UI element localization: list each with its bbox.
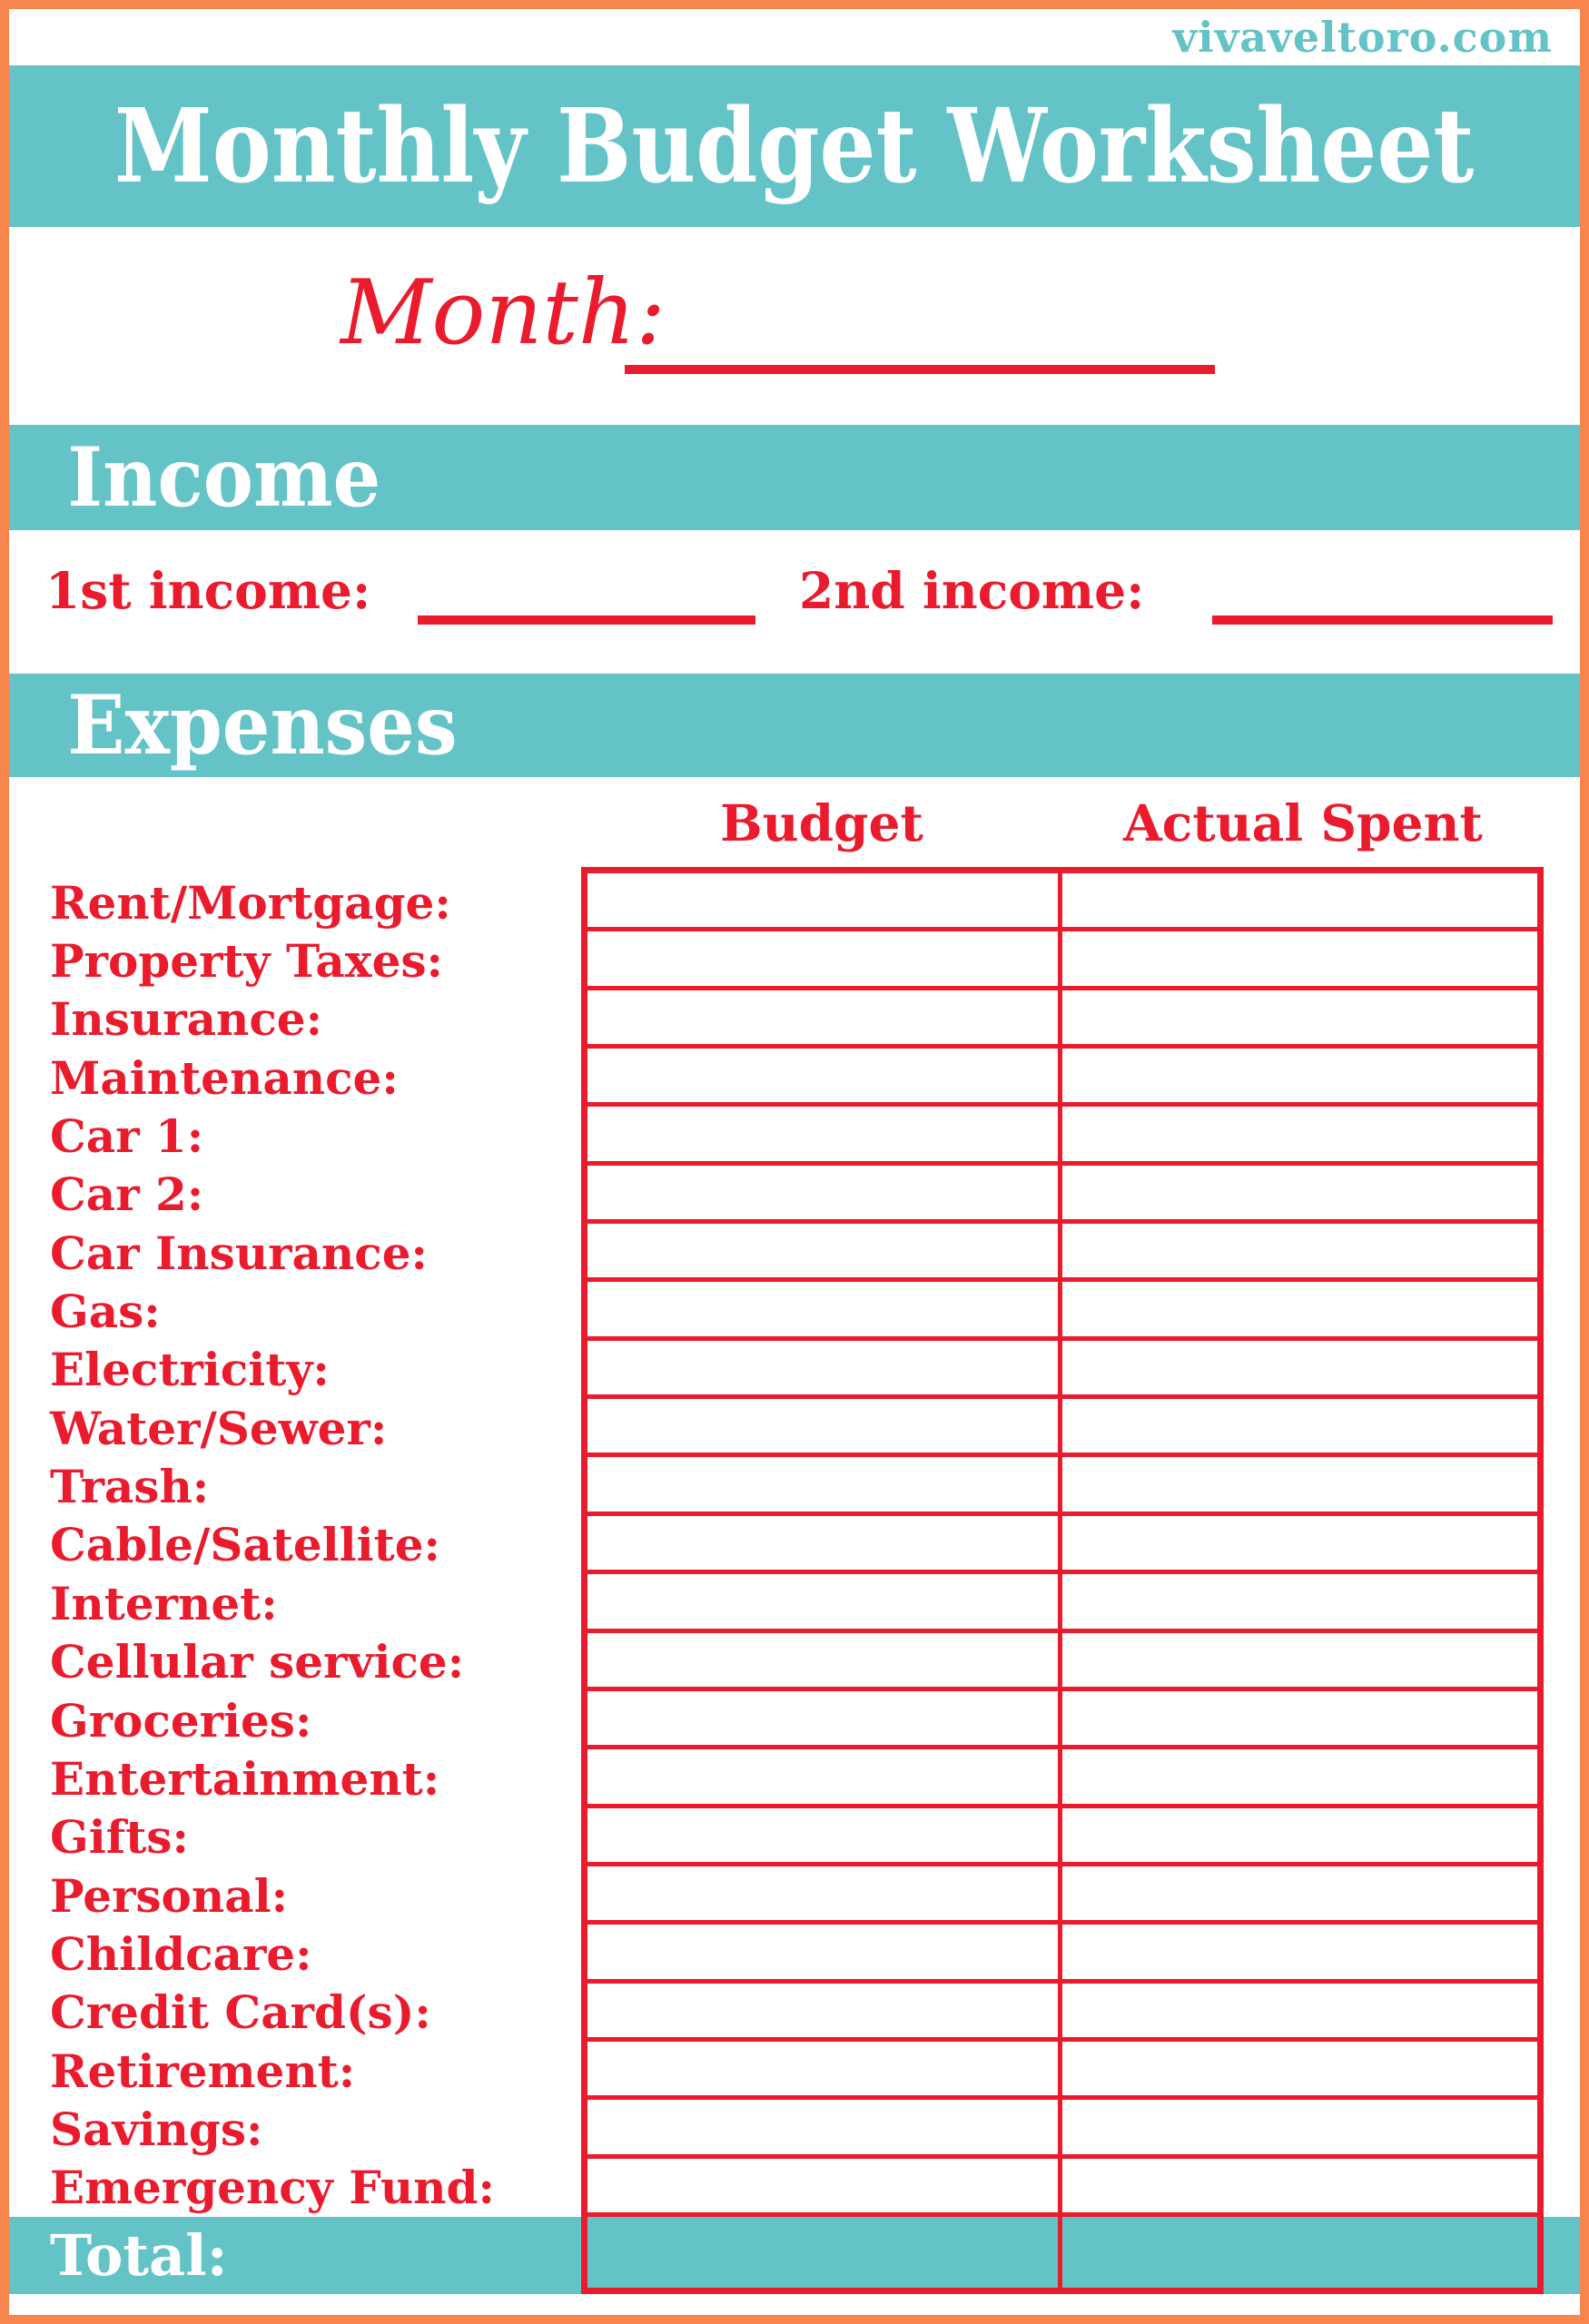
budget-column-header: Budget [720, 793, 923, 852]
expense-budget-cell[interactable] [587, 990, 1062, 1049]
expense-budget-cell[interactable] [587, 1107, 1062, 1165]
expense-label: Savings: [50, 2102, 263, 2156]
expense-label: Water/Sewer: [50, 1401, 388, 1455]
expense-label: Maintenance: [50, 1050, 399, 1105]
expense-actual-spent-cell[interactable] [1062, 1691, 1537, 1749]
expense-actual-spent-cell[interactable] [1062, 2159, 1537, 2217]
first-income-input-line[interactable] [418, 615, 755, 625]
expense-budget-cell[interactable] [587, 1166, 1062, 1224]
expense-label: Credit Card(s): [50, 1985, 431, 2040]
expense-actual-spent-cell[interactable] [1062, 1866, 1537, 1925]
title-band [9, 65, 1580, 227]
expense-label: Retirement: [50, 2043, 356, 2098]
expense-label: Insurance: [50, 992, 323, 1047]
expense-label: Internet: [50, 1576, 278, 1630]
expense-budget-cell[interactable] [587, 1925, 1062, 1983]
expense-actual-spent-cell[interactable] [1062, 1049, 1537, 1107]
expense-label: Electricity: [50, 1343, 330, 1397]
expenses-table [581, 867, 1544, 2294]
expense-actual-spent-cell[interactable] [1062, 1282, 1537, 1340]
expense-budget-cell[interactable] [587, 1341, 1062, 1399]
expense-actual-spent-cell[interactable] [1062, 931, 1537, 990]
page-title: Monthly Budget Worksheet [114, 86, 1475, 206]
total-actual-spent-cell[interactable] [1062, 2217, 1537, 2288]
expense-label: Gifts: [50, 1810, 189, 1865]
expenses-heading: Expenses [67, 677, 458, 773]
expense-label: Cable/Satellite: [50, 1518, 440, 1572]
expense-actual-spent-cell[interactable] [1062, 1224, 1537, 1282]
expense-budget-cell[interactable] [587, 873, 1062, 931]
expense-budget-cell[interactable] [587, 1516, 1062, 1574]
expense-budget-cell[interactable] [587, 1984, 1062, 2042]
actual-spent-column-header: Actual Spent [1123, 793, 1483, 852]
second-income-label: 2nd income: [799, 561, 1145, 620]
expense-label: Car 1: [50, 1109, 204, 1164]
expense-budget-cell[interactable] [587, 1049, 1062, 1107]
expense-actual-spent-cell[interactable] [1062, 1808, 1537, 1866]
total-label: Total: [50, 2222, 228, 2289]
expense-budget-cell[interactable] [587, 1399, 1062, 1457]
expense-label: Gas: [50, 1285, 161, 1339]
expense-actual-spent-cell[interactable] [1062, 1984, 1537, 2042]
month-label: Month: [340, 261, 666, 365]
expense-label: Property Taxes: [50, 934, 444, 989]
expense-budget-cell[interactable] [587, 2042, 1062, 2100]
expense-budget-cell[interactable] [587, 1749, 1062, 1807]
income-section-header [9, 425, 1580, 530]
expense-actual-spent-cell[interactable] [1062, 2100, 1537, 2158]
expense-actual-spent-cell[interactable] [1062, 990, 1537, 1049]
expense-budget-cell[interactable] [587, 1691, 1062, 1749]
expense-label: Cellular service: [50, 1635, 465, 1689]
expense-actual-spent-cell[interactable] [1062, 1107, 1537, 1165]
expense-actual-spent-cell[interactable] [1062, 1457, 1537, 1515]
expense-actual-spent-cell[interactable] [1062, 1166, 1537, 1224]
expense-budget-cell[interactable] [587, 1282, 1062, 1340]
site-url: vivaveltoro.com [1172, 13, 1553, 62]
expense-label: Groceries: [50, 1693, 312, 1748]
expense-actual-spent-cell[interactable] [1062, 1516, 1537, 1574]
expense-actual-spent-cell[interactable] [1062, 1749, 1537, 1807]
expense-label: Childcare: [50, 1926, 312, 1981]
expense-actual-spent-cell[interactable] [1062, 1399, 1537, 1457]
expense-budget-cell[interactable] [587, 1574, 1062, 1632]
expense-label: Rent/Mortgage: [50, 875, 451, 930]
expense-actual-spent-cell[interactable] [1062, 1341, 1537, 1399]
expense-label: Car Insurance: [50, 1226, 428, 1280]
expenses-section-header [9, 674, 1580, 777]
expense-budget-cell[interactable] [587, 1224, 1062, 1282]
expense-actual-spent-cell[interactable] [1062, 2042, 1537, 2100]
expense-label: Car 2: [50, 1167, 204, 1222]
expense-budget-cell[interactable] [587, 931, 1062, 990]
expense-label: Emergency Fund: [50, 2161, 495, 2215]
income-heading: Income [67, 429, 381, 526]
expense-actual-spent-cell[interactable] [1062, 1574, 1537, 1632]
table-column-headers [581, 795, 1544, 852]
expense-budget-cell[interactable] [587, 1808, 1062, 1866]
expense-actual-spent-cell[interactable] [1062, 1925, 1537, 1983]
expense-label: Trash: [50, 1460, 210, 1514]
expense-label: Entertainment: [50, 1751, 440, 1806]
expense-budget-cell[interactable] [587, 1866, 1062, 1925]
second-income-input-line[interactable] [1212, 615, 1553, 625]
expense-budget-cell[interactable] [587, 2159, 1062, 2217]
expense-labels [50, 873, 577, 2217]
expense-budget-cell[interactable] [587, 1457, 1062, 1515]
expense-actual-spent-cell[interactable] [1062, 873, 1537, 931]
total-budget-cell[interactable] [587, 2217, 1062, 2288]
expense-actual-spent-cell[interactable] [1062, 1633, 1537, 1691]
expense-budget-cell[interactable] [587, 2100, 1062, 2158]
first-income-label: 1st income: [45, 561, 371, 620]
expense-budget-cell[interactable] [587, 1633, 1062, 1691]
month-input-line[interactable] [625, 365, 1215, 374]
expense-label: Personal: [50, 1868, 289, 1923]
